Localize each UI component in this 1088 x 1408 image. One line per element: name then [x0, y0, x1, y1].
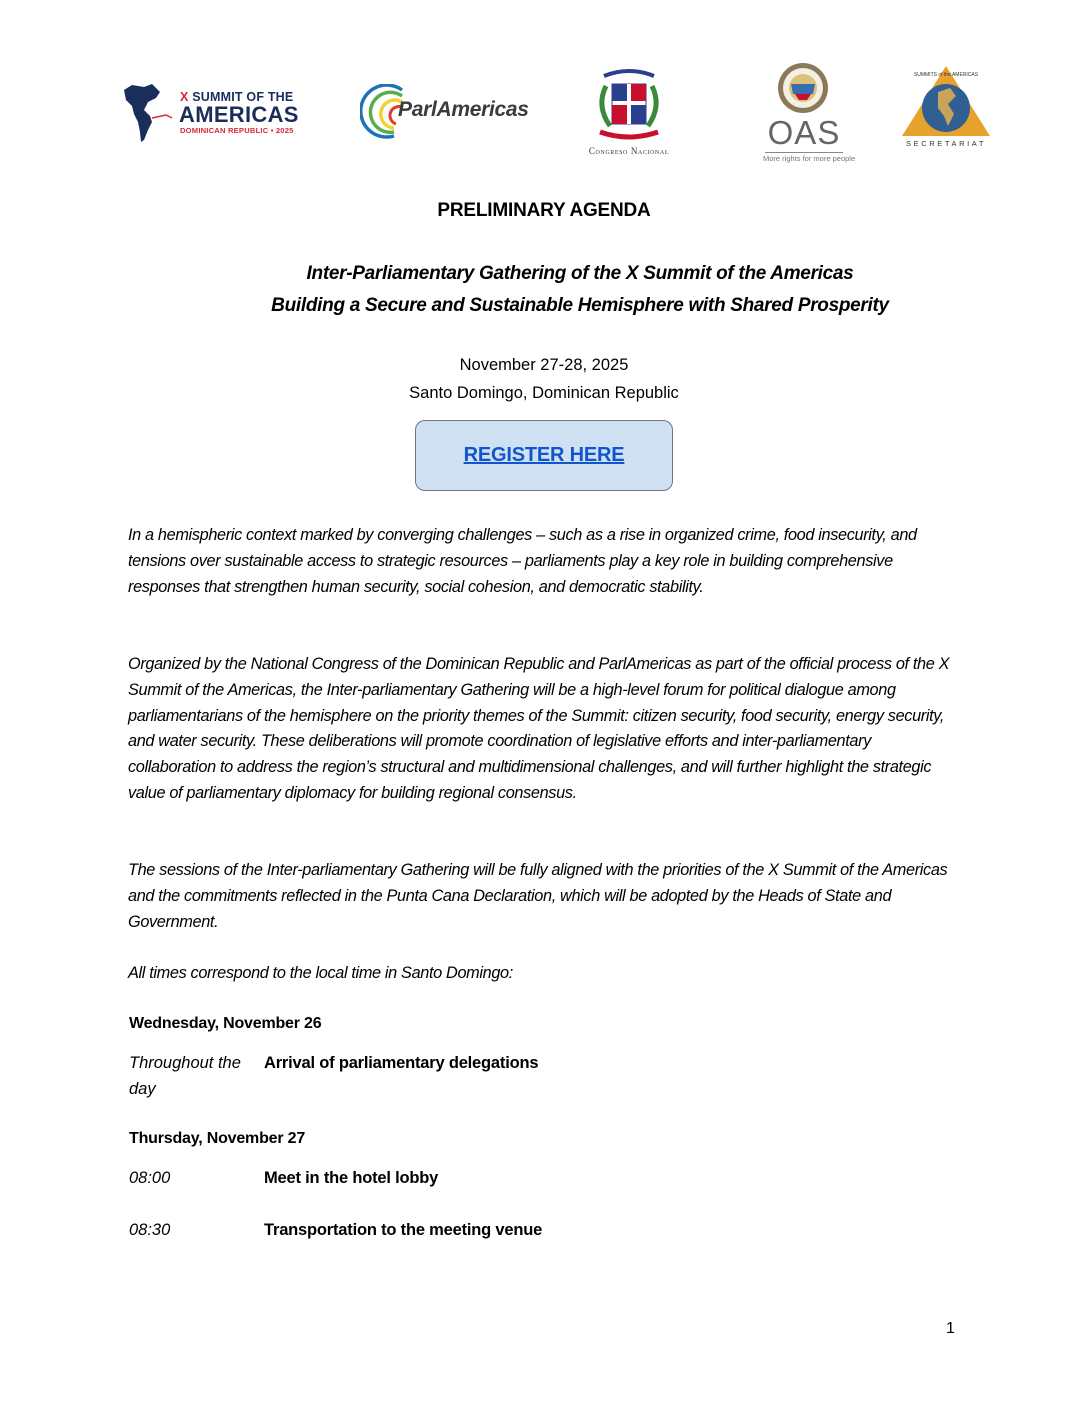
summit-of-the-americas-logo — [122, 80, 307, 146]
agenda-day-heading: Wednesday, November 26 — [129, 1015, 322, 1032]
register-button[interactable] — [415, 420, 673, 491]
summits-secretariat-logo — [898, 64, 994, 152]
intro-paragraph-context: In a hemispheric context marked by converging challenges – such as a rise in organized crime, food insecurity, and tensions over sustainable access to strategic resources – parliaments play a key role in building comprehensive responses that strengthen human security, social cohesion, and democratic stability. — [128, 526, 917, 596]
agenda-item-time: 08:30 — [129, 1221, 171, 1239]
agenda-item-event: Transportation to the meeting venue — [264, 1221, 543, 1239]
agenda-item-event: Meet in the hotel lobby — [264, 1169, 439, 1187]
oas-divider — [765, 152, 843, 153]
agenda-item — [129, 1050, 929, 1102]
page-number: 1 — [946, 1320, 955, 1337]
secretariat-globe-triangle-icon — [898, 64, 994, 138]
oas-wordmark: OAS — [767, 114, 841, 151]
event-theme: Building a Secure and Sustainable Hemisphere with Shared Prosperity — [271, 295, 889, 316]
secretariat-name: SECRETARIAT — [906, 139, 986, 148]
parlamericas-logo — [360, 84, 555, 140]
agenda-item — [129, 1217, 929, 1243]
agenda-item-time: 08:00 — [129, 1169, 171, 1187]
agenda-item-event: Arrival of parliamentary delegations — [264, 1054, 539, 1072]
summit-number: X — [180, 90, 189, 104]
agenda-item — [129, 1165, 929, 1191]
agenda-day-heading: Thursday, November 27 — [129, 1130, 306, 1147]
summit-line-2: AMERICAS — [179, 102, 299, 127]
congreso-nacional-name: Congreso Nacional — [588, 146, 670, 156]
event-dates: November 27-28, 2025 — [459, 356, 629, 374]
congreso-nacional-logo — [570, 66, 688, 161]
americas-map-icon — [122, 82, 174, 144]
intro-paragraph-alignment: The sessions of the Inter-parliamentary Gathering will be fully aligned with the priorities of the X Summit of the Americas and the commitments reflected in the Punta Cana Declaration, which will be adopted by the Heads of State and Government. — [128, 861, 948, 931]
summit-line-3: DOMINICAN REPUBLIC • 2025 — [180, 126, 294, 135]
intro-paragraph-organizers: Organized by the National Congress of the Dominican Republic and ParlAmericas as part of the official process of the X Summit of the Americas, the Inter-parliamentary Gathering will be a high-level forum for political dialogue among parliamentarians of the hemisphere on the priority themes of the Summit: citizen security, food security, energy security, and water security. These deliberations will promote coordination of legislative efforts and inter-parliamentary collaboration to address the region’s structural and multidimensional challenges, and will further highlight the strategic value of parliamentary diplomacy for building regional consensus. — [128, 655, 950, 802]
oas-seal-icon — [773, 62, 833, 116]
secretariat-arc-text: SUMMITS of the AMERICAS — [913, 72, 979, 78]
dominican-coat-of-arms-icon — [590, 66, 668, 144]
summit-line-1: SUMMIT OF THE — [192, 90, 294, 104]
time-zone-note: All times correspond to the local time in Santo Domingo: — [128, 964, 513, 982]
oas-tagline: More rights for more people — [763, 154, 856, 163]
page-title: PRELIMINARY AGENDA — [437, 200, 651, 221]
register-link[interactable]: REGISTER HERE — [463, 444, 625, 466]
parlamericas-wordmark: ParlAmericas — [398, 98, 529, 121]
agenda-item-time: Throughout the day — [129, 1054, 241, 1098]
event-title: Inter-Parliamentary Gathering of the X Summit of the Americas — [306, 263, 854, 284]
event-location: Santo Domingo, Dominican Republic — [409, 384, 679, 402]
oas-logo — [763, 62, 856, 166]
